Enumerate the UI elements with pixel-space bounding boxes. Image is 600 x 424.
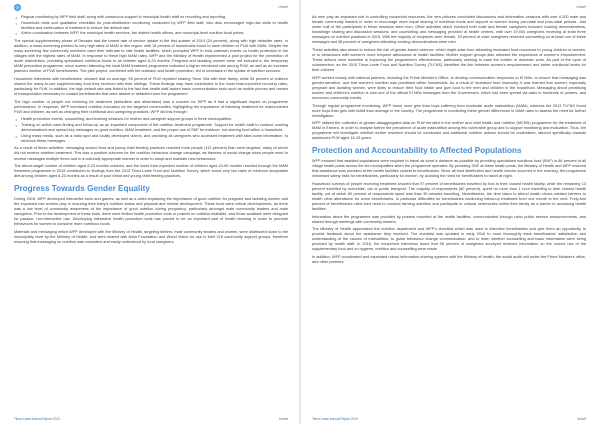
list-item: • Using mass media, such as a radio spot and locally developed videos, and providing all caregivers who accessed treatment with take-home information, to reinforce these messages.	[14, 134, 288, 144]
paragraph: WFP ensured that assisted populations were required to travel as short a distance as possible by providing specialised nutritious food (SNF) in 86 percent of all village health posts across the six municipalities when the programme operated. By providing SNF at these health posts, the Ministry of Health and WFP ensured that assistance was provided at the health facilities closest to beneficiaries. Since all food distribution and health checks occurred in the morning, the programme minimised safety risks for beneficiaries, particularly for women, by avoiding the need for beneficiaries to travel at night.	[312, 158, 586, 179]
paragraph: Materials and messaging which WFP developed with the Ministry of Health, targeting fathers, male community leaders and women, were distributed down to the municipality level by the Ministry of Health, and were shared with Alola Foundation and World Vision for use in their 215 community support groups, therefore ensuring that messaging on nutrition was consistent and easily understood by rural caregivers.	[14, 229, 288, 244]
paragraph: During 2015, WFP developed interactive tools and games, as well as a video explaining the importance of good nutrition for pregnant and lactating women and the important role women play in ensuring their baby's nutrition status and physical and mental development. These tools were critical developments, as there was a low level of community awareness of the importance of good nutrition during pregnancy, particularly amongst male community leaders and male caregivers. Prior to the development of these tools, there were limited health promotion tools or posters on nutrition available, and those available were designed for passive, non-interactive use. Developing interactive health promotion tools has proved to be an important part of health learning in order to promote behaviours for women to consume more nutritious foods.	[14, 196, 288, 227]
paragraph: WFP utilised the collection of gender-disaggregated data on PLW enrolled in the mother and child health and nutrition (MCHN) programme for the treatment of MAM in Ermera, in order to analyse further the prevalence of acute malnutrition among this vulnerable group and to support monitoring and evaluation. Thus, the programme will investigate whether further research should be conducted and additional nutrition actions should be undertaken, tailored specifically towards adolescent PLW aged 15-19 years.	[312, 121, 586, 141]
paragraph: Household surveys of people receiving treatment showed that 97 percent of beneficiaries travelled by foot to their closest health facility, while the remaining 13 percent travelled by motorbike, car or public transport. The majority of respondents (80 percent), spent no more than 1 hour travelling to their closest health facility, out of which 60 percent of respondents spent less than 30 minutes travelling. Nevertheless, the time taken to attend health clinics created barriers to health clinic attendance for some beneficiaries, in particular difficulties for beneficiaries continuing follow-up treatment from one month to the next. Forty-two percent of beneficiaries cited their need to conduct farming activities and participate in cultural ceremonies within their family as a barrier to accessing health facilities.	[312, 181, 586, 211]
paragraph: The Ministry of Health appreciated the nutrition department and WFP's checklist which was used to interview beneficiaries and give them an opportunity to provide feedback about the assistance they received. The checklist was updated in early 2016 to more thoroughly track beneficiaries' satisfaction and understanding of the causes of malnutrition, to guide behaviour change communication, and to learn whether counselling and basic information were being provided by health staff. In 2016, the household interviews found that 98 percent of caregivers surveyed received information on the correct use of the supplementary food and on hygiene, nutrition and counselling were made.	[312, 227, 586, 252]
paragraph: Through regular programme monitoring, WFP found more girls than boys suffering from moderate acute malnutrition (MAM), whereas the 2013 TLFNS found more boys than girls with MAM than average in the country. The programme is monitoring these gender differences in MAM rates to assess the need for further investigation.	[312, 103, 586, 118]
section-heading-protection: Protection and Accountability to Affected Populations	[312, 146, 522, 156]
left-bullets-top	[14, 15, 288, 36]
paragraph: The above-target number of children aged 6-23 months reached, and the lower than expected number of children aged 24-59 months reached through the MAM treatment programme in 2015 contributed to findings from the 2013 Timor-Leste Food and Nutrition Survey, which found very low rates of minimum acceptable diet among children aged 6-23 months as a result of poor infant and young child feeding practices.	[14, 164, 288, 179]
left-footer-report-title: Timor-Leste Annual Report 2013	[14, 416, 60, 421]
left-header	[14, 3, 288, 11]
list-item: • Training on active case-finding and follow-up as an important component of the nutrition treatment programme. Support for health staff to conduct cooking demonstrations and spread key messages on good nutrition, MAM treatment, and the proper use of SNF for instance, not sharing food within a household.	[14, 123, 288, 133]
right-page	[300, 0, 600, 424]
paragraph: The high number of people not returning for treatment (defaulters and absentees) was a concern for WFP as it had a significant impact on programme performance. In response, WFP increased nutrition education for the targeted communities, highlighting the importance of following treatment for malnourished PLW and children, as well as changing their nutritional and caregiving practices. WFP did this through:	[14, 99, 288, 114]
paragraph: These activities also aimed to reduce the risk of gender-based violence, which might arise from allocating increased food resources to young children or women, or to behaviours with women's more frequent attendance at health facilities. Mother support groups also stressed the importance of women's empowerment. These actions were essential to improving the programme's effectiveness, particularly seeking to ease the burden of domestic work. As part of the cycle of volunteerism, as the 2015 Timor-Leste Food and Nutrition Survey (TLFNS) identified the link between women's empowerment and better nutritional levels for their children.	[312, 47, 586, 73]
list-item: • Health promotion events, counselling, and learning sessions for mother and caregiver support groups in three municipalities.	[14, 117, 288, 122]
paragraph: The special supplementary phase of Decaste had the lowest rate of service uptake in the first quarter of 2014 (24 percent), along with high defaulter rates. In addition, a mass screening pointed to very high rates of MAM in this region, with 16 percent of households found to have children or PLW with MAM. Despite the mass screening few community members used their referrals to visit health facilities, which prompted WFP to hold outreach events on health protection in the villages with the highest rates of MAM. In response to these high MAM rates, WFP and the Ministry of Health implemented a pilot project for the prevention of acute malnutrition, providing specialised nutritious foods to all children aged 6-23 months. Pregnant and lactating women were not included in the temporary MAM prevention programme, since women attending the local MAM treatment programme indicated a higher enrolment rate among PLW, as well as an increase planned number of PLW beneficiaries. The pilot project, combined with the outreach and health promotion, led to increases in the uptake of nutrition services.	[14, 38, 288, 74]
paragraph: Household interviews with beneficiaries' showed that on average, 96 percent of PLW reported sharing Timor Vita with their family, while 54 percent of children shared the ready-to-use supplementary food they received with their siblings. These findings may have contributed to the lower-than-expected recovery rates, particularly for PLW. In addition, the high default rate was linked to the fact that health staff lacked basic communication tools such as mobile phones and means of transportation necessary to contact beneficiaries that were absent or defaulted from the programme.	[14, 76, 288, 97]
paragraph: In addition, WFP coordinated and expanded robust information-sharing systems with the Ministry of Health, the social audit unit under the Prime Minister's office, and other partners.	[312, 255, 586, 265]
paragraph: WFP worked closely with national partners, including the Prime Minister's Office, to develop communication responses to El Niño, to ensure that messaging was gender-sensitive, and that women's nutrition was prioritised within households. As a result of increased food insecurity, it was learned that women, especially pregnant and lactating women, were likely to reduce their food intake and give food to the men and children in the household. Messaging about prioritising women and children's nutrition is now one of the official El Niño messages from the Government, which has been spread via radio in hundreds of posters, and numerous community events.	[312, 75, 586, 100]
right-header	[312, 3, 586, 11]
section-heading-gender: Progress Towards Gender Equality	[14, 184, 150, 194]
paragraph: As men play an important role in controlling household resources, the new pictures conducted discussions and information sessions with over 6,200 male and female community leaders in order to encourage more equal sharing of nutritious foods and support to women during pre-natal and post-natal periods. Just under half of the participants in these sessions were men. Other activities which involved both male and female caregivers included cooking demonstrations, knowledge sharing and discussion sessions, and counselling and messaging provided at health centres, with over 19,000 caregivers receiving at least three messages on nutrition practices in 2015. With the majority of recipients were female, 33 percent of male caregivers received counselling on at least one of these messages and 38 percent of caregivers attending cooking demonstrations were men.	[312, 15, 586, 45]
list-item: • Regular monitoring by WFP field staff, along with continuous support to municipal health staff on recording and reporting.	[14, 15, 288, 20]
paragraph: Information about the programme was provided by posters mounted at the health facilities, communicated through radio public service announcements, and shared through meetings with community leaders.	[312, 214, 586, 224]
un-emblem-icon	[14, 4, 21, 11]
right-footer	[312, 415, 586, 422]
left-content	[14, 15, 288, 245]
left-footer	[14, 415, 288, 422]
right-content	[312, 15, 586, 265]
list-item: • Household visits and qualitative checklists for post-distribution monitoring conducted by WFP field staff, who also encouraged high-risk visits to health facilities and continuation of treatment to reduce the default rate.	[14, 21, 288, 31]
paragraph: As a result of these activities, messaging around food and young child feeding practices reached more people (112 percent) than were targeted, many of whom did not receive nutrition treatment. This was a positive outcome for the nutrition behaviour change campaign, as theories of social change show people need to receive messages multiple times and in a culturally appropriate manner in order to adopt and maintain new behaviours.	[14, 146, 288, 161]
right-header-running-title: Unicef	[576, 5, 586, 9]
right-footer-running: Unicef	[576, 416, 586, 421]
left-footer-running: Unicef	[278, 416, 288, 421]
list-item: • Active coordination between WFP, the municipal health services, the district health offices, and municipal-level nutrition focal points.	[14, 31, 288, 36]
left-header-running-title: Unicef	[278, 5, 288, 9]
right-footer-report-title: Timor-Leste Annual Report 2013	[312, 416, 358, 421]
left-bullets-mid	[14, 117, 288, 143]
